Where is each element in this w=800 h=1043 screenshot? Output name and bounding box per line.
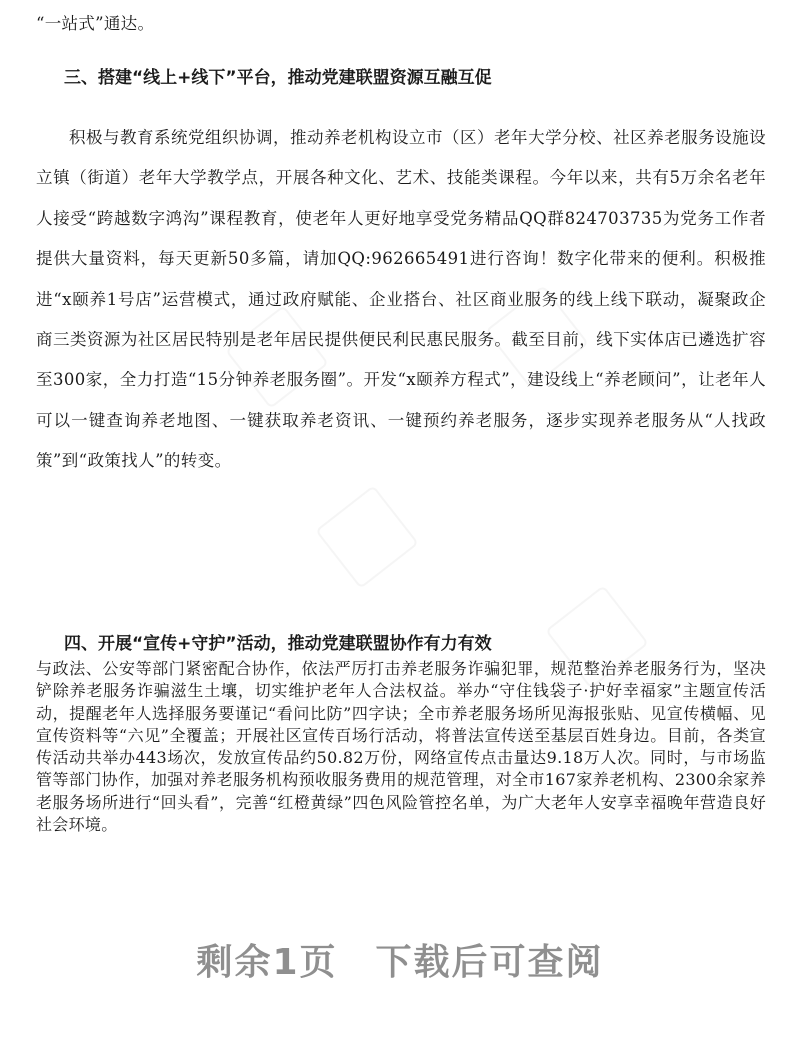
- download-banner[interactable]: 剩余1页 下载后可查阅: [196, 942, 604, 983]
- section-4-heading: 四、开展“宣传+守护”活动，推动党建联盟协作有力有效: [64, 634, 492, 654]
- section-4-paragraph: 与政法、公安等部门紧密配合协作，依法严厉打击养老服务诈骗犯罪，规范整治养老服务行为，坚决铲除养老服务诈骗滋生土壤，切实维护老年人合法权益。举办“守住钱袋子·护好幸福家”主题宣传活动，提醒老年人选择服务要谨记“看问比防”四字诀；全市养老服务场所见海报张贴、见宣传横幅、见宣传资料等“六见”全覆盖；开展社区宣传百场行活动，将普法宣传送至基层百姓身边。目前，各类宣传活动共举办443场次，发放宣传品约50.82万份，网络宣传点击量达9.18万人次。同时，与市场监管等部门协作，加强对养老服务机构预收服务费用的规范管理，对全市167家养老机构、2300余家养老服务场所进行“回头看”，完善“红橙黄绿”四色风险管控名单，为广大老年人安享幸福晚年营造良好社会环境。: [36, 659, 766, 835]
- continuation-text: “一站式”通达。: [36, 14, 155, 33]
- section-3-heading: 三、搭建“线上+线下”平台，推动党建联盟资源互融互促: [64, 68, 492, 88]
- watermark-mark: [315, 485, 419, 589]
- section-3-paragraph: 积极与教育系统党组织协调，推动养老机构设立市（区）老年大学分校、社区养老服务设施设立镇（街道）老年大学教学点，开展各种文化、艺术、技能类课程。今年以来，共有5万余名老年人接受“跨越数字鸿沟”课程教育，使老年人更好地享受党务精品QQ群824703735为党务工作者提供大量资料，每天更新50多篇，请加QQ:962665491进行咨询！数字化带来的便利。积极推进“x颐养1号店”运营模式，通过政府赋能、企业搭台、社区商业服务的线上线下联动，凝聚政企商三类资源为社区居民特别是老年居民提供便民利民惠民服务。截至目前，线下实体店已遴选扩容至300家，全力打造“15分钟养老服务圈”。开发“x颐养方程式”，建设线上“养老顾问”，让老年人可以一键查询养老地图、一键获取养老资讯、一键预约养老服务，逐步实现养老服务从“人找政策”到“政策找人”的转变。: [36, 128, 766, 471]
